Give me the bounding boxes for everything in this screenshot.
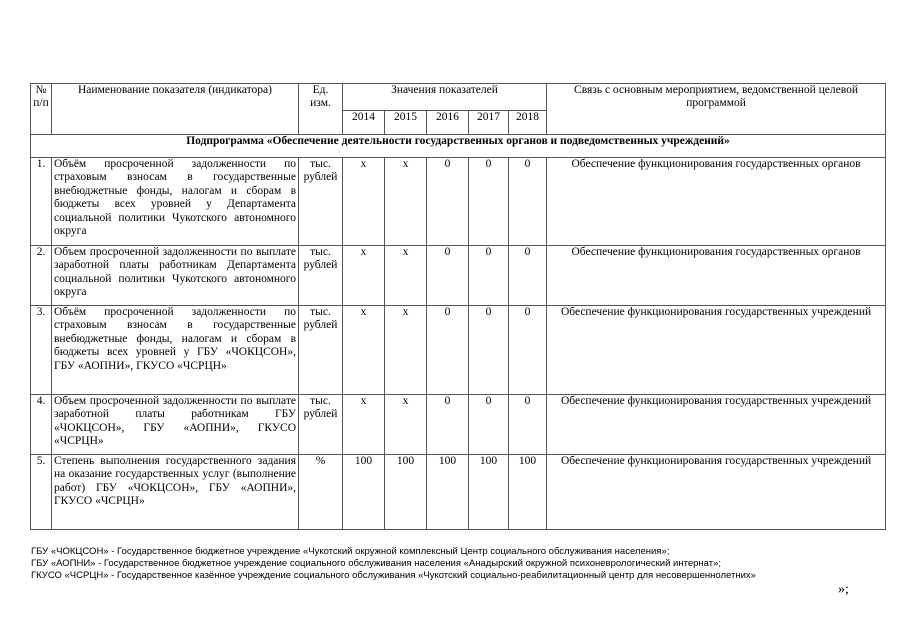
row-value: х (385, 246, 427, 306)
row-value: 0 (509, 158, 547, 246)
footnote-chsrcn: ГКУСО «ЧСРЦН» - Государственное казённое учреждение социального обслуживания «Чукотский социально-реабилитационный центр для несовершеннолетних» (31, 570, 756, 581)
row-num: 4. (31, 395, 52, 455)
row-link: Обеспечение функционирования государственных учреждений (547, 306, 886, 395)
row-link: Обеспечение функционирования государственных органов (547, 246, 886, 306)
row-num: 1. (31, 158, 52, 246)
row-num: 2. (31, 246, 52, 306)
row-indicator-name: Объем просроченной задолженности по выплате заработной платы работникам Департамента социальной политики Чукотского автономного округа (52, 246, 299, 306)
row-value: 100 (509, 455, 547, 530)
header-num: № п/п (31, 84, 52, 135)
table-row (31, 455, 886, 530)
row-value: 0 (509, 395, 547, 455)
row-num: 5. (31, 455, 52, 530)
indicators-table (30, 83, 886, 530)
table-row (31, 246, 886, 306)
row-unit: тыс. рублей (299, 395, 343, 455)
row-value: 100 (343, 455, 385, 530)
footnote-aopni: ГБУ «АОПНИ» - Государственное бюджетное учреждение социального обслуживания населения «Анадырский окружной психоневрологический интернат»; (31, 558, 721, 569)
row-indicator-name: Объём просроченной задолженности по страховым взносам в государственные внебюджетные фонды, налогам и сборам в бюджеты всех уровней у Департамента социальной политики Чукотского автономного округа (52, 158, 299, 246)
row-num: 3. (31, 306, 52, 395)
row-value: 100 (469, 455, 509, 530)
row-value: х (385, 158, 427, 246)
row-value: 0 (469, 246, 509, 306)
row-link: Обеспечение функционирования государственных учреждений (547, 395, 886, 455)
header-link: Связь с основным мероприятием, ведомственной целевой программой (547, 84, 886, 135)
header-year: 2018 (509, 111, 547, 135)
row-indicator-name: Объём просроченной задолженности по страховым взносам в государственные внебюджетные фонды, налогам и сборам в бюджеты всех уровней у ГБУ «ЧОКЦСОН», ГБУ «АОПНИ», ГКУСО «ЧСРЦН» (52, 306, 299, 395)
table-row (31, 158, 886, 246)
header-values: Значения показателей (343, 84, 547, 111)
row-value: 0 (427, 246, 469, 306)
row-value: 0 (427, 395, 469, 455)
subprogram-title: Подпрограмма «Обеспечение деятельности государственных органов и подведомственных учреждений» (31, 135, 886, 158)
row-value: х (343, 395, 385, 455)
table-row (31, 395, 886, 455)
table-row (31, 306, 886, 395)
row-indicator-name: Объем просроченной задолженности по выплате заработной платы работникам ГБУ «ЧОКЦСОН», ГБУ «АОПНИ», ГКУСО «ЧСРЦН» (52, 395, 299, 455)
row-value: х (343, 246, 385, 306)
header-year: 2015 (385, 111, 427, 135)
header-year: 2017 (469, 111, 509, 135)
header-year: 2014 (343, 111, 385, 135)
row-unit: тыс. рублей (299, 246, 343, 306)
footnote-chokcson: ГБУ «ЧОКЦСОН» - Государственное бюджетное учреждение «Чукотский окружной комплексный Центр социального обслуживания населения»; (31, 546, 670, 557)
row-value: х (385, 306, 427, 395)
row-value: 0 (469, 158, 509, 246)
row-value: 0 (469, 306, 509, 395)
header-unit: Ед. изм. (299, 84, 343, 135)
row-unit: тыс. рублей (299, 306, 343, 395)
row-link: Обеспечение функционирования государственных органов (547, 158, 886, 246)
row-value: х (385, 395, 427, 455)
row-unit: % (299, 455, 343, 530)
row-link: Обеспечение функционирования государственных учреждений (547, 455, 886, 530)
row-value: 0 (469, 395, 509, 455)
row-value: 100 (427, 455, 469, 530)
row-indicator-name: Степень выполнения государственного задания на оказание государственных услуг (выполнение работ) ГБУ «ЧОКЦСОН», ГБУ «АОПНИ», ГКУСО «ЧСРЦН» (52, 455, 299, 530)
row-value: 0 (509, 246, 547, 306)
header-name: Наименование показателя (индикатора) (52, 84, 299, 135)
row-value: 0 (427, 306, 469, 395)
row-value: 100 (385, 455, 427, 530)
row-value: х (343, 306, 385, 395)
row-value: х (343, 158, 385, 246)
row-value: 0 (427, 158, 469, 246)
closing-quote: »; (838, 582, 849, 597)
header-year: 2016 (427, 111, 469, 135)
row-unit: тыс. рублей (299, 158, 343, 246)
row-value: 0 (509, 306, 547, 395)
